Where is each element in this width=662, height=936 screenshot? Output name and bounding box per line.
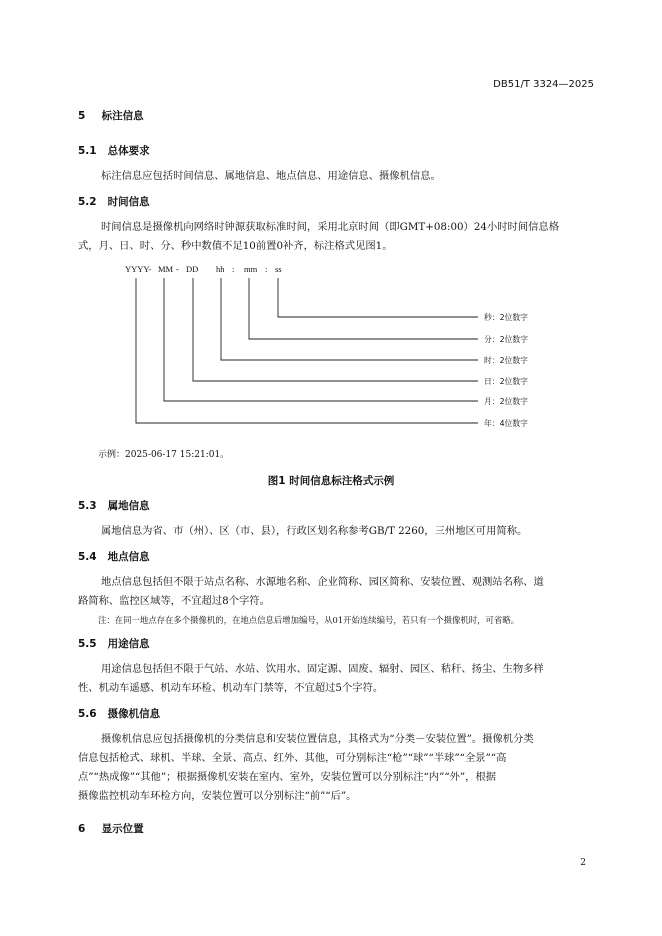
format-second: ss xyxy=(275,264,282,274)
section-number: 5 xyxy=(78,110,86,122)
section-title: 地点信息 xyxy=(107,551,150,563)
section-6-heading xyxy=(78,821,144,836)
format-month: MM xyxy=(158,264,174,274)
section-title: 属地信息 xyxy=(107,500,150,512)
section-number: 5.1 xyxy=(78,145,97,157)
page-number: 2 xyxy=(580,858,586,868)
section-5-6-paragraph-line-3: 点”“热成像”“其他”；根据摄像机安装在室内、室外，安装位置可以分别标注“内”“外”，根据 xyxy=(78,771,497,783)
section-number: 5.6 xyxy=(78,708,97,720)
section-number: 5.5 xyxy=(78,638,97,650)
section-5-5-paragraph-line-2: 性、机动车遥感、机动车环检、机动车门禁等，不宜超过5个字符。 xyxy=(78,682,384,694)
section-5-5-paragraph-line-1: 用途信息包括但不限于气站、水站、饮用水、固定源、固废、辐射、园区、秸秆、扬尘、生物多样 xyxy=(101,663,544,675)
label-month: 月：2位数字 xyxy=(484,397,528,406)
section-5-4-paragraph-line-2: 路简称、监控区域等，不宜超过8个字符。 xyxy=(78,595,270,607)
section-title: 摄像机信息 xyxy=(107,708,161,720)
section-5-6-paragraph-line-4: 摄像监控机动车环检方向，安装位置可以分别标注“前”“后”。 xyxy=(78,790,357,802)
format-day: DD xyxy=(186,264,199,274)
section-5-6-paragraph-line-2: 信息包括枪式、球机、半球、全景、高点、红外、其他，可分别标注“枪”“球”“半球”“全景”“高 xyxy=(78,752,507,764)
section-5-1-paragraph: 标注信息应包括时间信息、属地信息、地点信息、用途信息、摄像机信息。 xyxy=(101,170,441,182)
figure-1-caption: 图1 时间信息标注格式示例 xyxy=(267,475,395,487)
format-sep-3: : xyxy=(265,264,268,274)
section-number: 5.2 xyxy=(78,196,97,208)
format-year: YYYY- xyxy=(125,264,152,274)
format-sep-1: - xyxy=(176,264,179,274)
section-number: 5.3 xyxy=(78,500,97,512)
section-number: 6 xyxy=(78,823,86,835)
section-5-3-heading xyxy=(78,498,150,513)
time-example: 示例：2025-06-17 15:21:01。 xyxy=(98,450,230,460)
label-hour: 时：2位数字 xyxy=(484,356,528,365)
format-minute: mm xyxy=(244,264,258,274)
format-labels xyxy=(484,312,528,428)
section-number: 5.4 xyxy=(78,551,97,563)
section-title: 用途信息 xyxy=(107,638,150,650)
leader-line-day xyxy=(193,278,478,381)
section-title: 时间信息 xyxy=(107,196,150,208)
label-year: 年：4位数字 xyxy=(484,419,528,428)
leader-line-second xyxy=(278,278,478,317)
section-5-4-heading xyxy=(78,549,150,564)
leader-line-hour xyxy=(221,278,478,360)
section-5-6-heading xyxy=(78,706,160,721)
leader-line-minute xyxy=(249,278,478,339)
section-5-4-note: 注：在同一地点存在多个摄像机的，在地点信息后增加编号，从01开始连续编号，若只有一个摄像机时，可省略。 xyxy=(98,615,520,625)
section-5-4-paragraph-line-1: 地点信息包括但不限于站点名称、水源地名称、企业简称、园区简称、安装位置、观测站名称、道 xyxy=(101,576,544,588)
label-day: 日：2位数字 xyxy=(484,377,528,386)
format-hour: hh xyxy=(216,264,225,274)
leader-line-month xyxy=(164,278,478,401)
section-5-5-heading xyxy=(78,636,150,651)
section-5-2-paragraph-line-1: 时间信息是摄像机向网络时钟源获取标准时间，采用北京时间（即GMT+08:00）24小时时间信息格 xyxy=(101,221,560,233)
document-id: DB51/T 3324—2025 xyxy=(493,79,594,90)
section-5-3-paragraph: 属地信息为省、市（州）、区（市、县），行政区划名称参考GB/T 2260，三州地区可用简称。 xyxy=(101,525,528,537)
section-5-6-paragraph-line-1: 摄像机信息应包括摄像机的分类信息和安装位置信息，其格式为“分类－安装位置”。摄像机分类 xyxy=(101,733,534,745)
section-5-2-paragraph-line-2: 式，月、日、时、分、秒中数值不足10前置0补齐，标注格式见图1。 xyxy=(78,240,393,252)
label-minute: 分：2位数字 xyxy=(484,335,528,344)
section-title: 总体要求 xyxy=(107,145,150,157)
section-title: 显示位置 xyxy=(101,823,144,835)
label-second: 秒：2位数字 xyxy=(484,313,528,322)
format-sep-2: : xyxy=(232,264,235,274)
format-string xyxy=(125,264,282,274)
section-title: 标注信息 xyxy=(101,110,144,122)
